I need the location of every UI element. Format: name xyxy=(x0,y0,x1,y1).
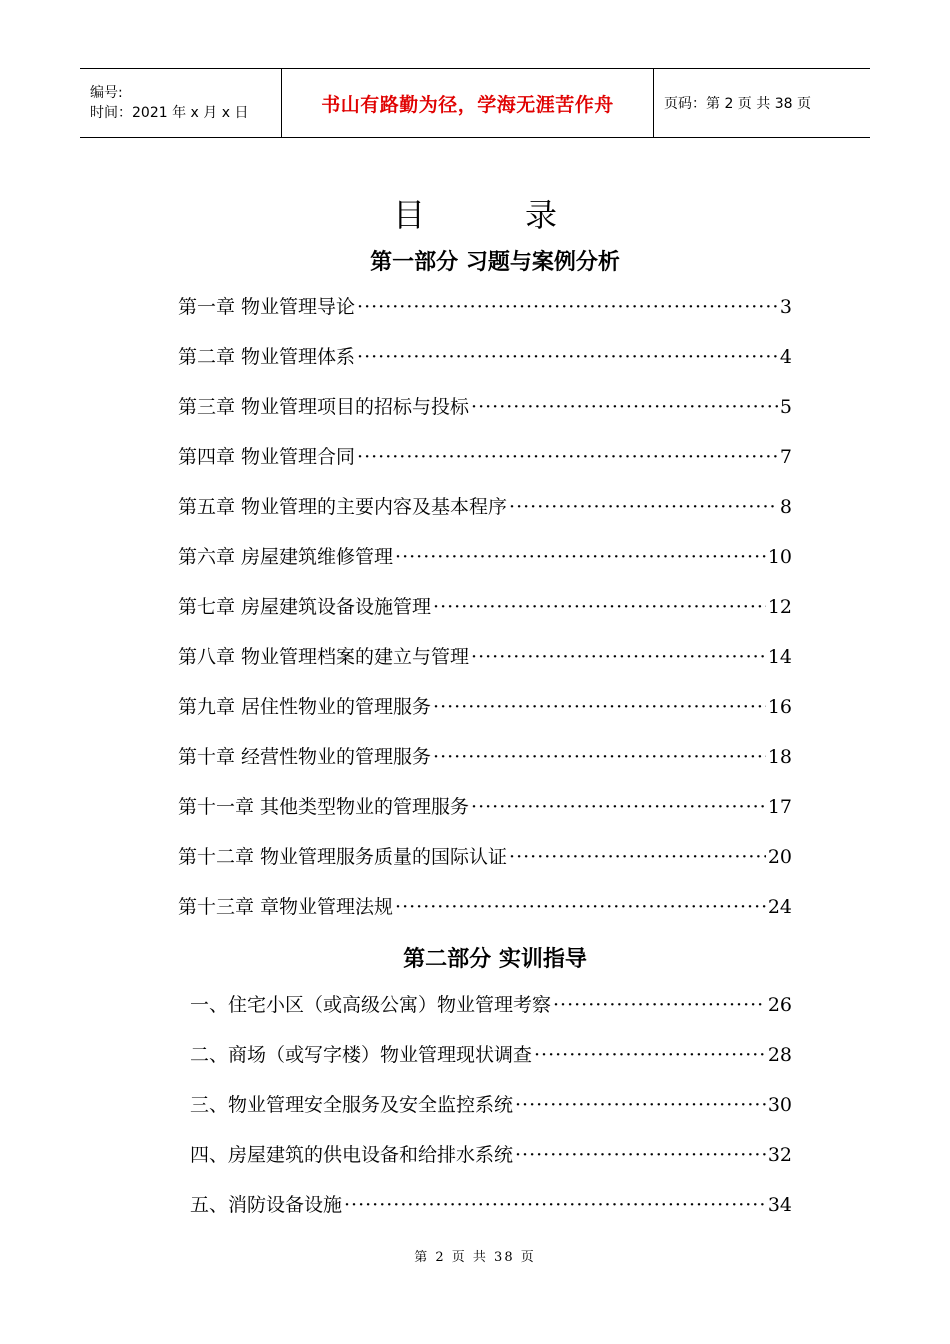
toc-item-page: 8 xyxy=(779,496,792,518)
toc-item-page: 3 xyxy=(779,296,792,318)
toc-item-page: 10 xyxy=(767,546,792,568)
part1-toc-list xyxy=(178,292,792,942)
toc-item-page: 26 xyxy=(767,994,792,1016)
toc-item-label: 第九章 居住性物业的管理服务 xyxy=(178,696,432,718)
toc-item[interactable] xyxy=(190,1090,792,1140)
toc-leader xyxy=(471,392,778,422)
toc-leader xyxy=(357,442,778,472)
toc-item-page: 24 xyxy=(767,896,792,918)
toc-leader xyxy=(395,542,766,572)
toc-item-label: 第二章 物业管理体系 xyxy=(178,346,356,368)
toc-leader xyxy=(471,642,766,672)
toc-item-label: 第八章 物业管理档案的建立与管理 xyxy=(178,646,470,668)
toc-leader xyxy=(515,1140,766,1170)
toc-item-label: 第五章 物业管理的主要内容及基本程序 xyxy=(178,496,508,518)
toc-item-label: 第四章 物业管理合同 xyxy=(178,446,356,468)
toc-leader xyxy=(509,842,766,872)
motto-text: 书山有路勤为径，学海无涯苦作舟 xyxy=(321,93,614,116)
number-label: 编号: xyxy=(90,85,123,101)
toc-leader xyxy=(515,1090,766,1120)
toc-item-label: 四、房屋建筑的供电设备和给排水系统 xyxy=(190,1144,514,1166)
toc-item-label: 第十三章 章物业管理法规 xyxy=(178,896,394,918)
toc-item-page: 16 xyxy=(767,696,792,718)
toc-item[interactable] xyxy=(178,842,792,892)
toc-item-page: 17 xyxy=(767,796,792,818)
toc-item-page: 14 xyxy=(767,646,792,668)
toc-item-page: 7 xyxy=(779,446,792,468)
toc-leader xyxy=(357,292,778,322)
toc-item-label: 第十二章 物业管理服务质量的国际认证 xyxy=(178,846,508,868)
toc-item-label: 第十章 经营性物业的管理服务 xyxy=(178,746,432,768)
toc-leader xyxy=(344,1190,766,1220)
toc-leader xyxy=(357,342,778,372)
toc-item[interactable] xyxy=(178,542,792,592)
toc-leader xyxy=(553,990,766,1020)
toc-item[interactable] xyxy=(178,442,792,492)
header-motto-cell xyxy=(282,69,654,137)
toc-item-page: 28 xyxy=(767,1044,792,1066)
time-label: 时间：2021 年 x 月 x 日 xyxy=(90,105,249,121)
toc-leader xyxy=(433,692,766,722)
toc-item-page: 34 xyxy=(767,1194,792,1216)
toc-item-label: 第七章 房屋建筑设备设施管理 xyxy=(178,596,432,618)
toc-item[interactable] xyxy=(178,492,792,542)
toc-item-label: 一、住宅小区（或高级公寓）物业管理考察 xyxy=(190,994,552,1016)
toc-item[interactable] xyxy=(178,642,792,692)
toc-leader xyxy=(433,592,766,622)
toc-item[interactable] xyxy=(190,990,792,1040)
toc-leader xyxy=(433,742,766,772)
toc-item-page: 12 xyxy=(767,596,792,618)
toc-leader xyxy=(395,892,766,922)
toc-item-label: 第十一章 其他类型物业的管理服务 xyxy=(178,796,470,818)
toc-item[interactable] xyxy=(178,742,792,792)
part2-toc-list xyxy=(190,990,792,1240)
toc-item-label: 第一章 物业管理导论 xyxy=(178,296,356,318)
toc-item[interactable] xyxy=(190,1190,792,1240)
toc-item[interactable] xyxy=(178,892,792,942)
toc-item-page: 5 xyxy=(779,396,792,418)
toc-item[interactable] xyxy=(178,592,792,642)
page-info: 页码：第 2 页 共 38 页 xyxy=(664,96,811,112)
header-left-cell xyxy=(80,69,282,137)
toc-item-label: 五、消防设备设施 xyxy=(190,1194,343,1216)
part2-title: 第二部分 实训指导 xyxy=(403,947,587,972)
page-footer: 第 2 页 共 38 页 xyxy=(414,1250,536,1265)
toc-item-label: 第六章 房屋建筑维修管理 xyxy=(178,546,394,568)
toc-title: 目录 xyxy=(392,196,657,234)
toc-leader xyxy=(534,1040,766,1070)
toc-item[interactable] xyxy=(178,792,792,842)
toc-item-page: 18 xyxy=(767,746,792,768)
toc-item[interactable] xyxy=(178,692,792,742)
toc-leader xyxy=(509,492,778,522)
document-header xyxy=(80,68,870,138)
toc-item[interactable] xyxy=(190,1040,792,1090)
toc-item-page: 4 xyxy=(779,346,792,368)
part1-title: 第一部分 习题与案例分析 xyxy=(370,250,620,275)
toc-item[interactable] xyxy=(178,342,792,392)
toc-item-label: 第三章 物业管理项目的招标与投标 xyxy=(178,396,470,418)
toc-item[interactable] xyxy=(178,292,792,342)
toc-leader xyxy=(471,792,766,822)
toc-item-label: 三、物业管理安全服务及安全监控系统 xyxy=(190,1094,514,1116)
toc-item-page: 20 xyxy=(767,846,792,868)
toc-item[interactable] xyxy=(190,1140,792,1190)
toc-item-page: 32 xyxy=(767,1144,792,1166)
header-page-cell xyxy=(654,69,870,137)
toc-item[interactable] xyxy=(178,392,792,442)
toc-item-label: 二、商场（或写字楼）物业管理现状调查 xyxy=(190,1044,533,1066)
toc-item-page: 30 xyxy=(767,1094,792,1116)
